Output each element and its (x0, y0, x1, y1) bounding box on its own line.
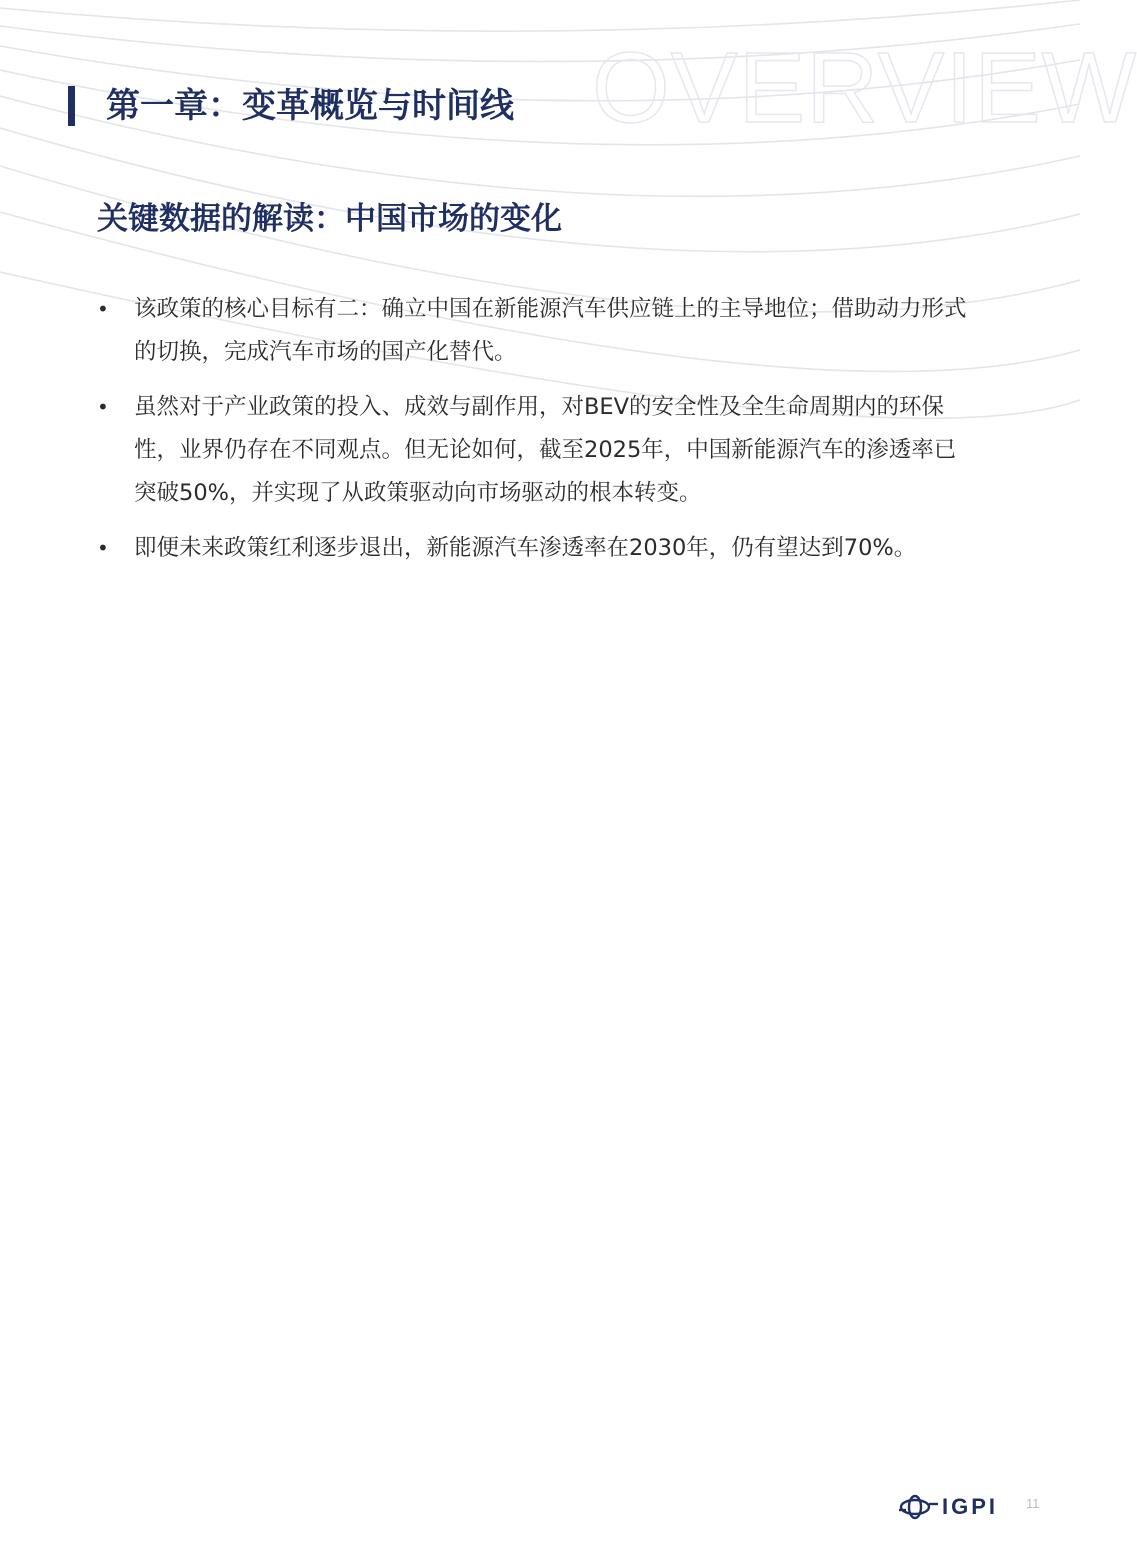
igpi-logo (898, 1491, 998, 1523)
bullet-item (96, 386, 976, 515)
chapter-accent-bar (68, 86, 75, 126)
bullet-dot-icon: • (97, 395, 109, 419)
bullet-text: 该政策的核心目标有二：确立中国在新能源汽车供应链上的主导地位；借助动力形式的切换，完成汽车市场的国产化替代。 (134, 296, 967, 365)
bullet-item (96, 288, 976, 374)
bullet-text: 即便未来政策红利逐步退出，新能源汽车渗透率在2030年，仍有望达到70%。 (134, 535, 917, 561)
page-number: 11 (1026, 1496, 1040, 1511)
igpi-logo-mark-icon (898, 1492, 940, 1522)
bullet-text: 虽然对于产业政策的投入、成效与副作用，对BEV的安全性及全生命周期内的环保性，业界仍存在不同观点。但无论如何，截至2025年，中国新能源汽车的渗透率已突破50%，并实现了从政策驱动向市场驱动的根本转变。 (134, 394, 957, 506)
overview-watermark: OVERVIEW (592, 32, 1137, 144)
bullet-list (96, 288, 976, 582)
chapter-title: 第一章：变革概览与时间线 (106, 86, 514, 126)
section-title: 关键数据的解读：中国市场的变化 (97, 201, 562, 237)
logo-text: IGPI (942, 1494, 999, 1519)
bullet-item (96, 527, 976, 570)
bullet-dot-icon: • (97, 536, 109, 560)
bullet-dot-icon: • (97, 297, 109, 321)
